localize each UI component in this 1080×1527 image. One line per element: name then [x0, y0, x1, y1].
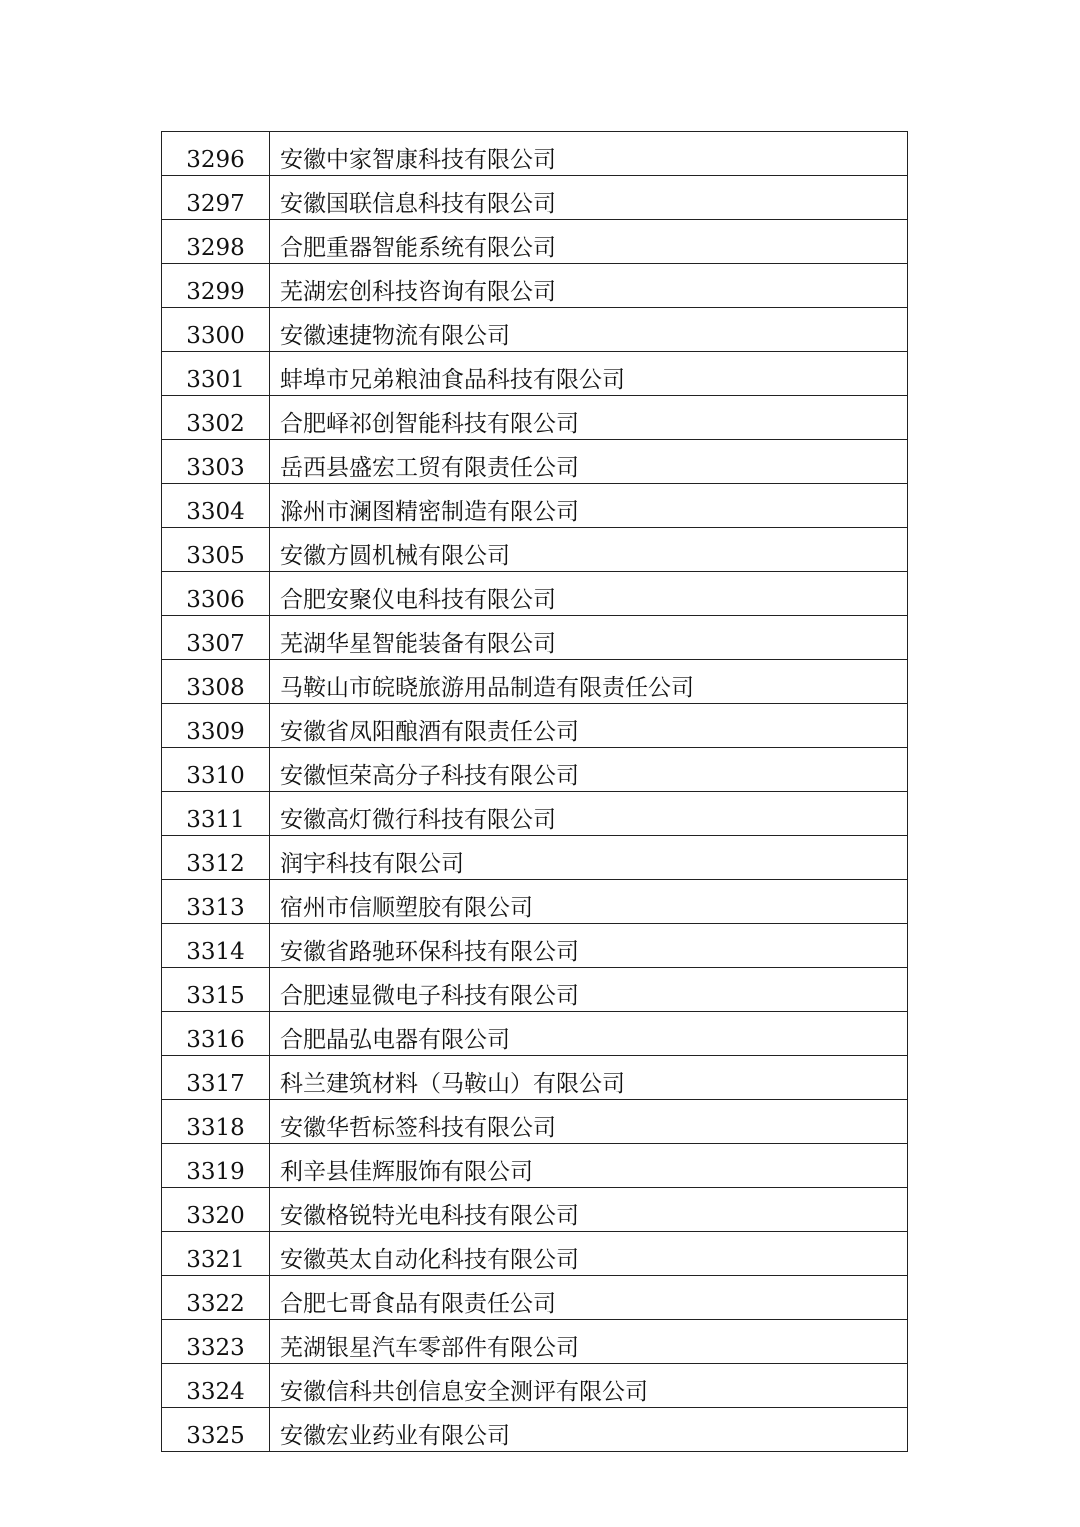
company-name-cell: 安徽高灯微行科技有限公司 — [270, 792, 908, 836]
company-name-cell: 合肥速显微电子科技有限公司 — [270, 968, 908, 1012]
company-name-cell: 安徽中家智康科技有限公司 — [270, 132, 908, 176]
table-row — [162, 1188, 908, 1232]
row-number-cell: 3324 — [162, 1364, 270, 1408]
row-number-cell: 3299 — [162, 264, 270, 308]
company-name-cell: 安徽速捷物流有限公司 — [270, 308, 908, 352]
row-number-cell: 3301 — [162, 352, 270, 396]
company-name-cell: 安徽恒荣高分子科技有限公司 — [270, 748, 908, 792]
company-name-cell: 润宇科技有限公司 — [270, 836, 908, 880]
row-number-cell: 3317 — [162, 1056, 270, 1100]
table-row — [162, 1276, 908, 1320]
table-row — [162, 1408, 908, 1452]
table-row — [162, 528, 908, 572]
table-row — [162, 1232, 908, 1276]
company-name-cell: 安徽格锐特光电科技有限公司 — [270, 1188, 908, 1232]
company-name-cell: 宿州市信顺塑胶有限公司 — [270, 880, 908, 924]
company-name-cell: 芜湖银星汽车零部件有限公司 — [270, 1320, 908, 1364]
company-name-cell: 安徽信科共创信息安全测评有限公司 — [270, 1364, 908, 1408]
company-name-cell: 安徽省路驰环保科技有限公司 — [270, 924, 908, 968]
table-row — [162, 704, 908, 748]
row-number-cell: 3315 — [162, 968, 270, 1012]
table-row — [162, 1364, 908, 1408]
table-row — [162, 484, 908, 528]
row-number-cell: 3323 — [162, 1320, 270, 1364]
company-name-cell: 安徽省凤阳酿酒有限责任公司 — [270, 704, 908, 748]
table-row — [162, 220, 908, 264]
row-number-cell: 3314 — [162, 924, 270, 968]
row-number-cell: 3296 — [162, 132, 270, 176]
company-name-cell: 芜湖华星智能装备有限公司 — [270, 616, 908, 660]
table-row — [162, 968, 908, 1012]
company-list-body — [162, 132, 908, 1452]
table-row — [162, 836, 908, 880]
table-row — [162, 1012, 908, 1056]
table-row — [162, 132, 908, 176]
table-row — [162, 616, 908, 660]
row-number-cell: 3313 — [162, 880, 270, 924]
row-number-cell: 3297 — [162, 176, 270, 220]
row-number-cell: 3302 — [162, 396, 270, 440]
table-row — [162, 880, 908, 924]
table-row — [162, 660, 908, 704]
row-number-cell: 3316 — [162, 1012, 270, 1056]
company-name-cell: 合肥安聚仪电科技有限公司 — [270, 572, 908, 616]
company-name-cell: 蚌埠市兄弟粮油食品科技有限公司 — [270, 352, 908, 396]
row-number-cell: 3318 — [162, 1100, 270, 1144]
company-name-cell: 安徽华哲标签科技有限公司 — [270, 1100, 908, 1144]
row-number-cell: 3319 — [162, 1144, 270, 1188]
company-name-cell: 岳西县盛宏工贸有限责任公司 — [270, 440, 908, 484]
row-number-cell: 3298 — [162, 220, 270, 264]
company-name-cell: 安徽方圆机械有限公司 — [270, 528, 908, 572]
company-name-cell: 合肥重器智能系统有限公司 — [270, 220, 908, 264]
row-number-cell: 3322 — [162, 1276, 270, 1320]
company-name-cell: 安徽英太自动化科技有限公司 — [270, 1232, 908, 1276]
row-number-cell: 3321 — [162, 1232, 270, 1276]
table-row — [162, 1144, 908, 1188]
company-name-cell: 马鞍山市皖晓旅游用品制造有限责任公司 — [270, 660, 908, 704]
company-name-cell: 合肥峄祁创智能科技有限公司 — [270, 396, 908, 440]
row-number-cell: 3311 — [162, 792, 270, 836]
row-number-cell: 3309 — [162, 704, 270, 748]
row-number-cell: 3300 — [162, 308, 270, 352]
company-name-cell: 利辛县佳辉服饰有限公司 — [270, 1144, 908, 1188]
row-number-cell: 3306 — [162, 572, 270, 616]
table-row — [162, 748, 908, 792]
table-row — [162, 396, 908, 440]
table-row — [162, 352, 908, 396]
table-row — [162, 572, 908, 616]
row-number-cell: 3310 — [162, 748, 270, 792]
row-number-cell: 3305 — [162, 528, 270, 572]
company-name-cell: 芜湖宏创科技咨询有限公司 — [270, 264, 908, 308]
company-name-cell: 安徽国联信息科技有限公司 — [270, 176, 908, 220]
table-row — [162, 924, 908, 968]
row-number-cell: 3307 — [162, 616, 270, 660]
company-name-cell: 滁州市澜图精密制造有限公司 — [270, 484, 908, 528]
row-number-cell: 3304 — [162, 484, 270, 528]
table-row — [162, 792, 908, 836]
row-number-cell: 3303 — [162, 440, 270, 484]
company-name-cell: 安徽宏业药业有限公司 — [270, 1408, 908, 1452]
row-number-cell: 3325 — [162, 1408, 270, 1452]
table-row — [162, 440, 908, 484]
row-number-cell: 3312 — [162, 836, 270, 880]
table-row — [162, 1320, 908, 1364]
company-name-cell: 合肥七哥食品有限责任公司 — [270, 1276, 908, 1320]
table-row — [162, 1056, 908, 1100]
table-row — [162, 176, 908, 220]
table-row — [162, 1100, 908, 1144]
company-name-cell: 合肥晶弘电器有限公司 — [270, 1012, 908, 1056]
table-row — [162, 308, 908, 352]
row-number-cell: 3320 — [162, 1188, 270, 1232]
row-number-cell: 3308 — [162, 660, 270, 704]
company-name-cell: 科兰建筑材料（马鞍山）有限公司 — [270, 1056, 908, 1100]
table-row — [162, 264, 908, 308]
company-list-table — [161, 131, 908, 1452]
